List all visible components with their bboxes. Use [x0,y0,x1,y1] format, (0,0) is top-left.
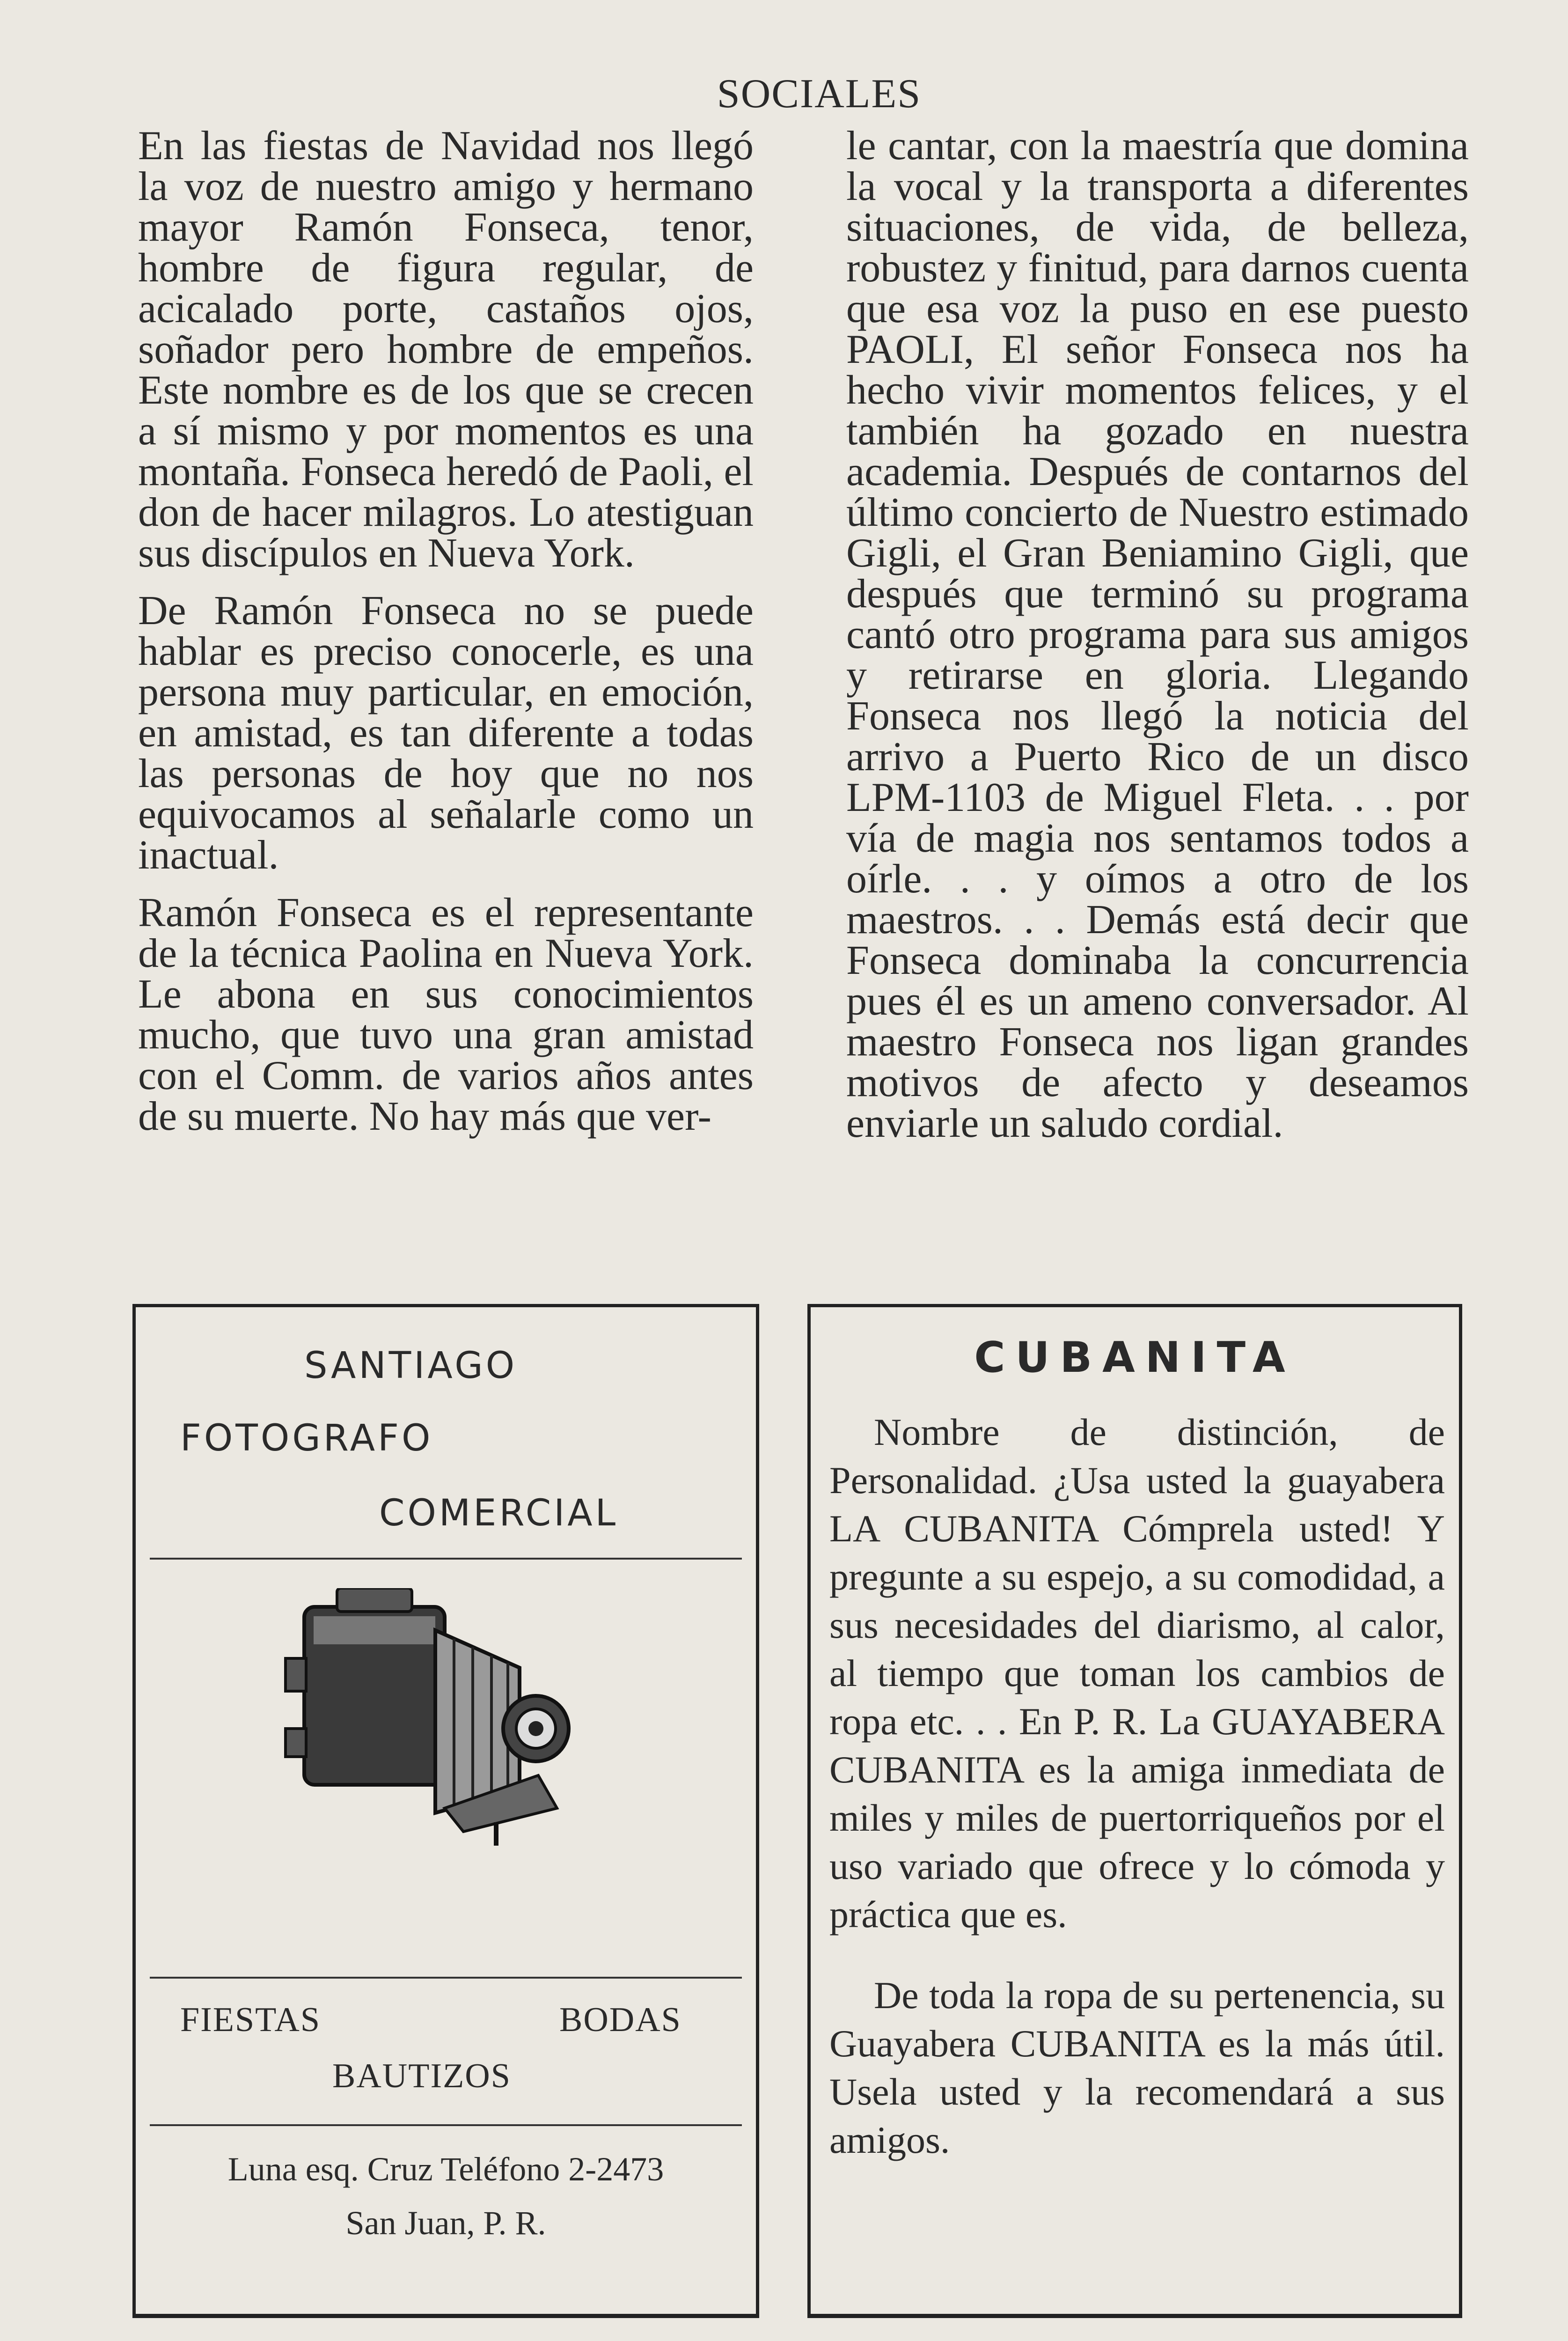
article-paragraph-2: De Ramón Fonseca no se puede hablar es preciso conocerle, es una persona muy particular, en emoción, en amistad, es tan diferente a todas las personas de hoy que no nos equivocamos al señalarle como un inactual. [138,588,754,878]
left-article-column [138,125,754,1137]
folding-camera-icon [276,1588,576,1850]
ad-divider [150,1977,742,1979]
cubanita-ad-body [829,1408,1445,2164]
ad-title-fotografo: FOTOGRAFO [180,1417,433,1459]
page-header: SOCIALES [717,71,922,117]
ad-divider [150,2124,742,2126]
service-fiestas: FIESTAS [180,2001,321,2039]
service-bodas: BODAS [559,2001,681,2039]
ad-address: Luna esq. Cruz Teléfono 2-2473 [227,2150,664,2188]
cubanita-guayabera-ad [807,1304,1462,2318]
article-paragraph-4: le cantar, con la maestría que domina la vocal y la transporta a diferentes situaciones, de vida, de belleza, robustez y finitud, para darnos cuenta que esa voz la puso en ese puesto PAOLI, El señor Fonseca nos ha hecho vivir momentos felices, y el también ha gozado en nuestra academia. Después de contarnos del último concierto de Nuestro estimado Gigli, el Gran Beniamino Gigli, que después que terminó su programa cantó otro programa para sus amigos y retirarse en gloria. Llegando Fonseca nos llegó la noticia del arrivo a Puerto Rico de un disco LPM-1103 de Miguel Fleta. . . por vía de magia nos sentamos todos a oírle. . . y oímos a otro de los maestros. . . Demás está decir que Fonseca dominaba la concurrencia pues él es un ameno conversador. Al maestro Fonseca nos ligan grandes motivos de afecto y deseamos enviarle un saludo cordial. [846,123,1469,1146]
ad-name-santiago: SANTIAGO [304,1345,518,1387]
ad-city: San Juan, P. R. [345,2204,546,2242]
santiago-photographer-ad [132,1304,759,2318]
article-paragraph-3: Ramón Fonseca es el representante de la técnica Paolina en Nueva York. Le abona en sus conocimientos mucho, que tuvo una gran amistad con el Comm. de varios años antes de su muerte. No hay más que ver- [138,890,754,1139]
cubanita-paragraph-1: Nombre de distinción, de Personalidad. ¿Usa usted la guayabera LA CUBANITA Cómprela usted! Y pregunte a su espejo, a su comodidad, a sus necesidades del diarismo, al calor, al tiempo que toman los cambios de ropa etc. . . En P. R. La GUAYABERA CUBANITA es la amiga inmediata de miles y miles de puertorriqueños por el uso variado que ofrece y lo cómoda y práctica que es. [829,1411,1445,1936]
ad-divider [150,1558,742,1560]
ad-title-comercial: COMERCIAL [379,1492,619,1534]
right-article-column [846,125,1469,1144]
article-paragraph-1: En las fiestas de Navidad nos llegó la voz de nuestro amigo y hermano mayor Ramón Fonseca, tenor, hombre de figura regular, de acicalado porte, castaños ojos, soñador pero hombre de empeños. Este nombre es de los que se crecen a sí mismo y por momentos es una montaña. Fonseca heredó de Paoli, el don de hacer milagros. Lo atestiguan sus discípulos en Nueva York. [138,123,754,576]
ad-title-cubanita: CUBANITA [974,1333,1296,1382]
cubanita-paragraph-2: De toda la ropa de su pertenencia, su Guayabera CUBANITA es la más útil. Usela usted y la recomendará a sus amigos. [829,1974,1445,2161]
service-bautizos: BAUTIZOS [332,2057,511,2095]
